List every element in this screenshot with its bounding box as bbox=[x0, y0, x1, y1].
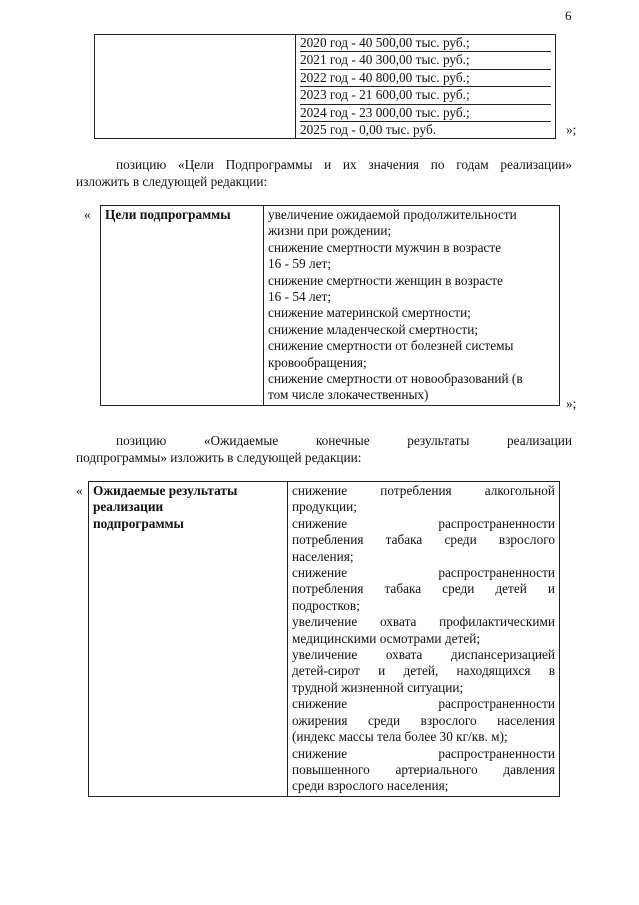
paragraph-line: подпрограммы» изложить в следующей редакции: bbox=[76, 450, 362, 465]
goal-line: снижение смертности женщин в возрасте bbox=[268, 272, 503, 288]
result-line: населения; bbox=[292, 548, 354, 564]
results-table bbox=[88, 481, 560, 797]
goal-line: 16 - 54 лет; bbox=[268, 289, 332, 305]
result-line: (индекс массы тела более 30 кг/кв. м); bbox=[292, 729, 508, 745]
goals-table-values bbox=[264, 206, 560, 406]
result-line: продукции; bbox=[292, 499, 357, 515]
result-line: снижение распространенности bbox=[292, 745, 555, 761]
close-quote: »; bbox=[566, 396, 577, 411]
result-line: повышенного артериального давления bbox=[292, 761, 555, 777]
funding-year-line: 2020 год - 40 500,00 тыс. руб.; bbox=[300, 35, 551, 52]
result-line: увеличение охвата профилактическими bbox=[292, 614, 555, 630]
page-number: 6 bbox=[565, 8, 572, 23]
funding-year-line: 2021 год - 40 300,00 тыс. руб.; bbox=[300, 52, 551, 69]
open-quote: « bbox=[76, 483, 83, 498]
result-line: снижение распространенности bbox=[292, 565, 555, 581]
goal-line: снижение смертности мужчин в возрасте bbox=[268, 239, 502, 255]
result-line: снижение распространенности bbox=[292, 515, 555, 531]
goal-line: 16 - 59 лет; bbox=[268, 256, 332, 272]
funding-table-values-cell bbox=[296, 35, 556, 139]
goal-line: жизни при рождении; bbox=[268, 223, 392, 239]
result-line: среди взрослого населения; bbox=[292, 778, 449, 794]
paragraph-line: позицию «Цели Подпрограммы и их значения по годам реализации» bbox=[116, 157, 572, 172]
funding-table bbox=[94, 34, 556, 139]
funding-table-label-cell bbox=[95, 35, 296, 139]
funding-year-line: 2025 год - 0,00 тыс. руб. bbox=[300, 122, 437, 138]
funding-year-line: 2024 год - 23 000,00 тыс. руб.; bbox=[300, 105, 551, 122]
paragraph-goals bbox=[76, 156, 572, 190]
open-quote: « bbox=[84, 207, 91, 222]
label-line: реализации bbox=[93, 499, 164, 515]
goals-table-label: Цели подпрограммы bbox=[101, 206, 264, 406]
funding-year-line: 2023 год - 21 600,00 тыс. руб.; bbox=[300, 87, 551, 104]
results-table-label bbox=[89, 482, 288, 797]
goal-line: снижение младенческой смертности; bbox=[268, 321, 479, 337]
paragraph-line: позицию «Ожидаемые конечные результаты реализации bbox=[116, 433, 572, 448]
label-line: подпрограммы bbox=[93, 515, 184, 531]
result-line: потребления табака среди детей и bbox=[292, 581, 555, 597]
result-line: потребления табака среди взрослого bbox=[292, 532, 555, 548]
goal-line: кровообращения; bbox=[268, 354, 367, 370]
result-line: трудной жизненной ситуации; bbox=[292, 679, 464, 695]
goal-line: том числе злокачественных) bbox=[268, 387, 429, 403]
result-line: снижение потребления алкогольной bbox=[292, 483, 555, 498]
goals-table bbox=[100, 205, 560, 406]
results-table-values bbox=[288, 482, 560, 797]
result-line: подростков; bbox=[292, 597, 360, 613]
result-line: снижение распространенности bbox=[292, 696, 555, 712]
result-line: детей-сирот и детей, находящихся в bbox=[292, 663, 555, 679]
paragraph-results bbox=[76, 432, 572, 466]
result-line: увеличение охвата диспансеризацией bbox=[292, 647, 555, 663]
goal-line: увеличение ожидаемой продолжительности bbox=[268, 207, 517, 222]
goal-line: снижение смертности от болезней системы bbox=[268, 338, 514, 354]
result-line: медицинскими осмотрами детей; bbox=[292, 630, 481, 646]
paragraph-line: изложить в следующей редакции: bbox=[76, 174, 268, 189]
funding-year-line: 2022 год - 40 800,00 тыс. руб.; bbox=[300, 70, 551, 87]
close-quote: »; bbox=[566, 122, 577, 137]
label-line: Ожидаемые результаты bbox=[93, 483, 238, 498]
result-line: ожирения среди взрослого населения bbox=[292, 712, 555, 728]
goal-line: снижение смертности от новообразований (в bbox=[268, 371, 523, 387]
goal-line: снижение материнской смертности; bbox=[268, 305, 471, 321]
